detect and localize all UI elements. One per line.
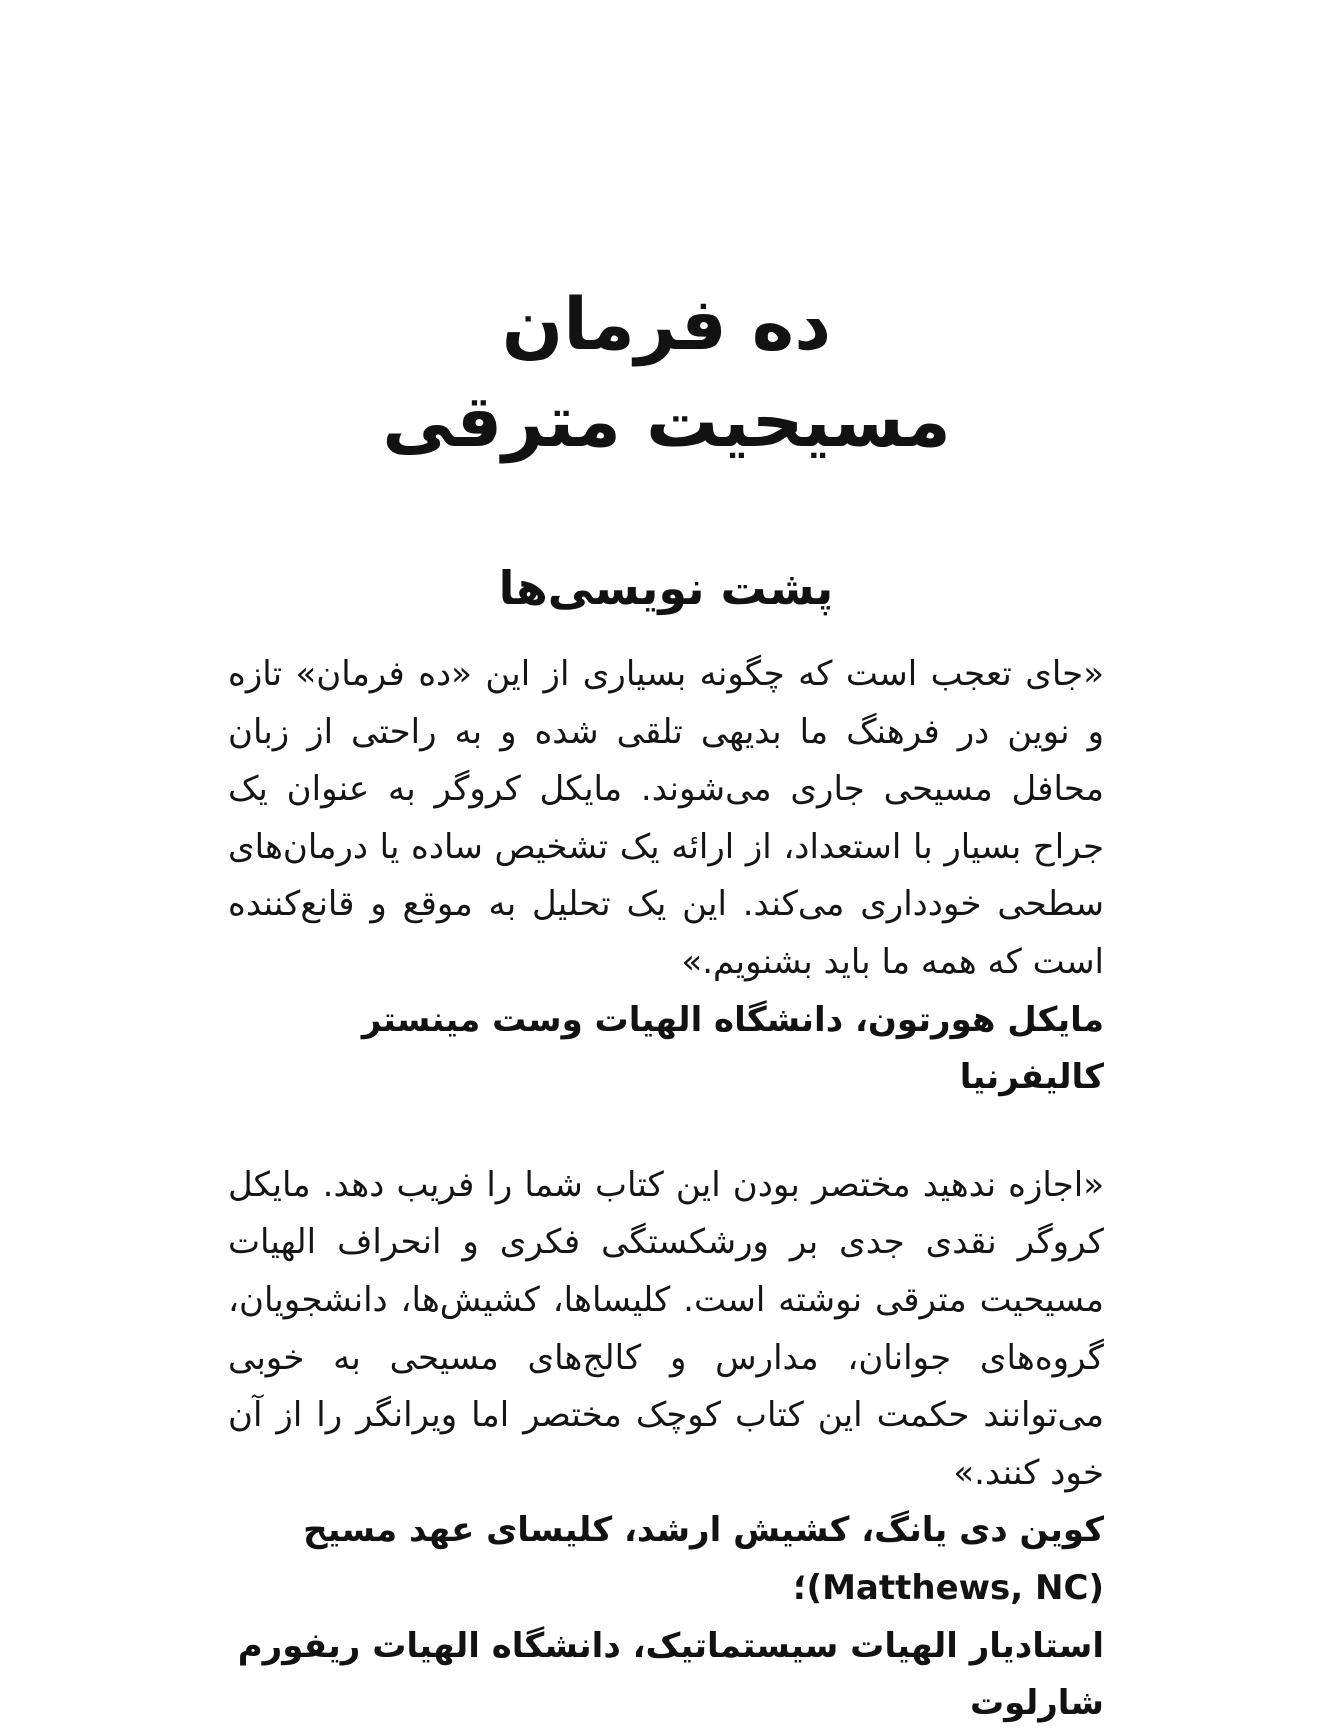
book-title-line-2: مسیحیت مترقی — [382, 379, 951, 463]
endorsement-2-quote: «اجازه ندهید مختصر بودن این کتاب شما را فریب دهد. مایکل کروگر نقدی جدی بر ورشکستگی فکری و انحراف الهیات مسیحیت مترقی نوشته است. کلیساها، کشیش‌ها، دانشجویان، گروه‌های جوانان، مدارس و کالج‌های مسیحی به خوبی می‌توانند حکمت این کتاب کوچک مختصر اما ویرانگر را از آن خود کنند.» — [228, 1164, 1104, 1493]
endorsement-2-attribution-line-1: کوین دی یانگ، کشیش ارشد، کلیسای عهد مسیح (Matthews, NC)؛ — [303, 1510, 1104, 1608]
endorsement-2-attribution-line-2: استادیار الهیات سیستماتیک، دانشگاه الهیات ریفورم شارلوت — [237, 1625, 1104, 1724]
book-title-line-1: ده فرمان — [501, 282, 832, 366]
endorsement-1-attribution: مایکل هورتون، دانشگاه الهیات وست مینستر کالیفرنیا — [361, 999, 1104, 1098]
endorsement-1 — [228, 646, 1104, 1107]
book-title-block — [0, 276, 1333, 470]
book-title — [0, 276, 1333, 470]
endorsement-1-quote: «جای تعجب است که چگونه بسیاری از این «ده فرمان» تازه و نوین در فرهنگ ما بدیهی تلقی شده و به راحتی از زبان محافل مسیحی جاری می‌شوند. مایکل کروگر به عنوان یک جراح بسیار با استعداد، از ارائه یک تشخیص ساده یا درمان‌های سطحی خودداری می‌کند. این یک تحلیل به موقع و قانع‌کننده است که همه ما باید بشنویم.» — [228, 654, 1104, 982]
endorsements-section — [228, 556, 1104, 1733]
section-heading: پشت نویسی‌ها — [498, 561, 834, 615]
endorsement-2 — [228, 1157, 1104, 1733]
